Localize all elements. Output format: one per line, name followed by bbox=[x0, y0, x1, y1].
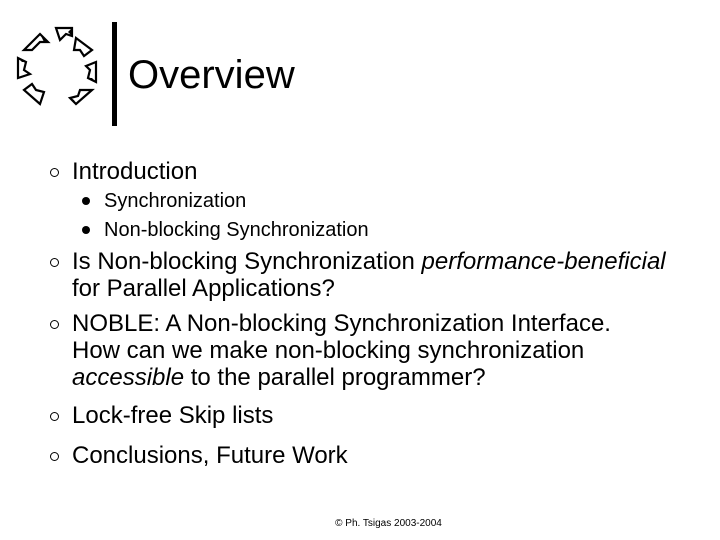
bullet-marker bbox=[50, 258, 59, 267]
bullet-item-noble bbox=[72, 310, 702, 391]
logo-icon bbox=[10, 20, 108, 116]
sub-bullet-marker bbox=[82, 197, 90, 205]
title-divider bbox=[112, 22, 117, 126]
bullet-text: NOBLE: A Non-blocking Synchronization Interface. bbox=[72, 310, 611, 337]
footer-copyright bbox=[0, 518, 720, 530]
bullet-text: Is Non-blocking Synchronization bbox=[72, 248, 422, 275]
bullet-marker bbox=[50, 452, 59, 461]
bullet-item-conclusions: Conclusions, Future Work bbox=[72, 442, 348, 469]
bullet-marker bbox=[50, 412, 59, 421]
bullet-marker bbox=[50, 320, 59, 329]
bullet-marker bbox=[50, 168, 59, 177]
bullet-text: to the parallel programmer? bbox=[184, 364, 486, 391]
slide-title: Overview bbox=[128, 53, 295, 97]
bullet-emphasis: accessible bbox=[72, 364, 185, 391]
bullet-item-skip-lists: Lock-free Skip lists bbox=[72, 402, 274, 429]
bullet-item-performance bbox=[72, 248, 672, 302]
sub-bullet-item: Synchronization bbox=[104, 190, 247, 212]
sub-bullet-marker bbox=[82, 226, 90, 234]
footer-text: © Ph. Tsigas 2003-2004 bbox=[335, 518, 442, 529]
bullet-item-introduction: Introduction bbox=[72, 158, 198, 185]
bullet-emphasis: performance-beneficial bbox=[421, 248, 666, 275]
bullet-text: for Parallel Applications? bbox=[72, 275, 335, 302]
bullet-text: How can we make non-blocking synchronization bbox=[72, 337, 585, 364]
sub-bullet-item: Non-blocking Synchronization bbox=[104, 219, 369, 241]
